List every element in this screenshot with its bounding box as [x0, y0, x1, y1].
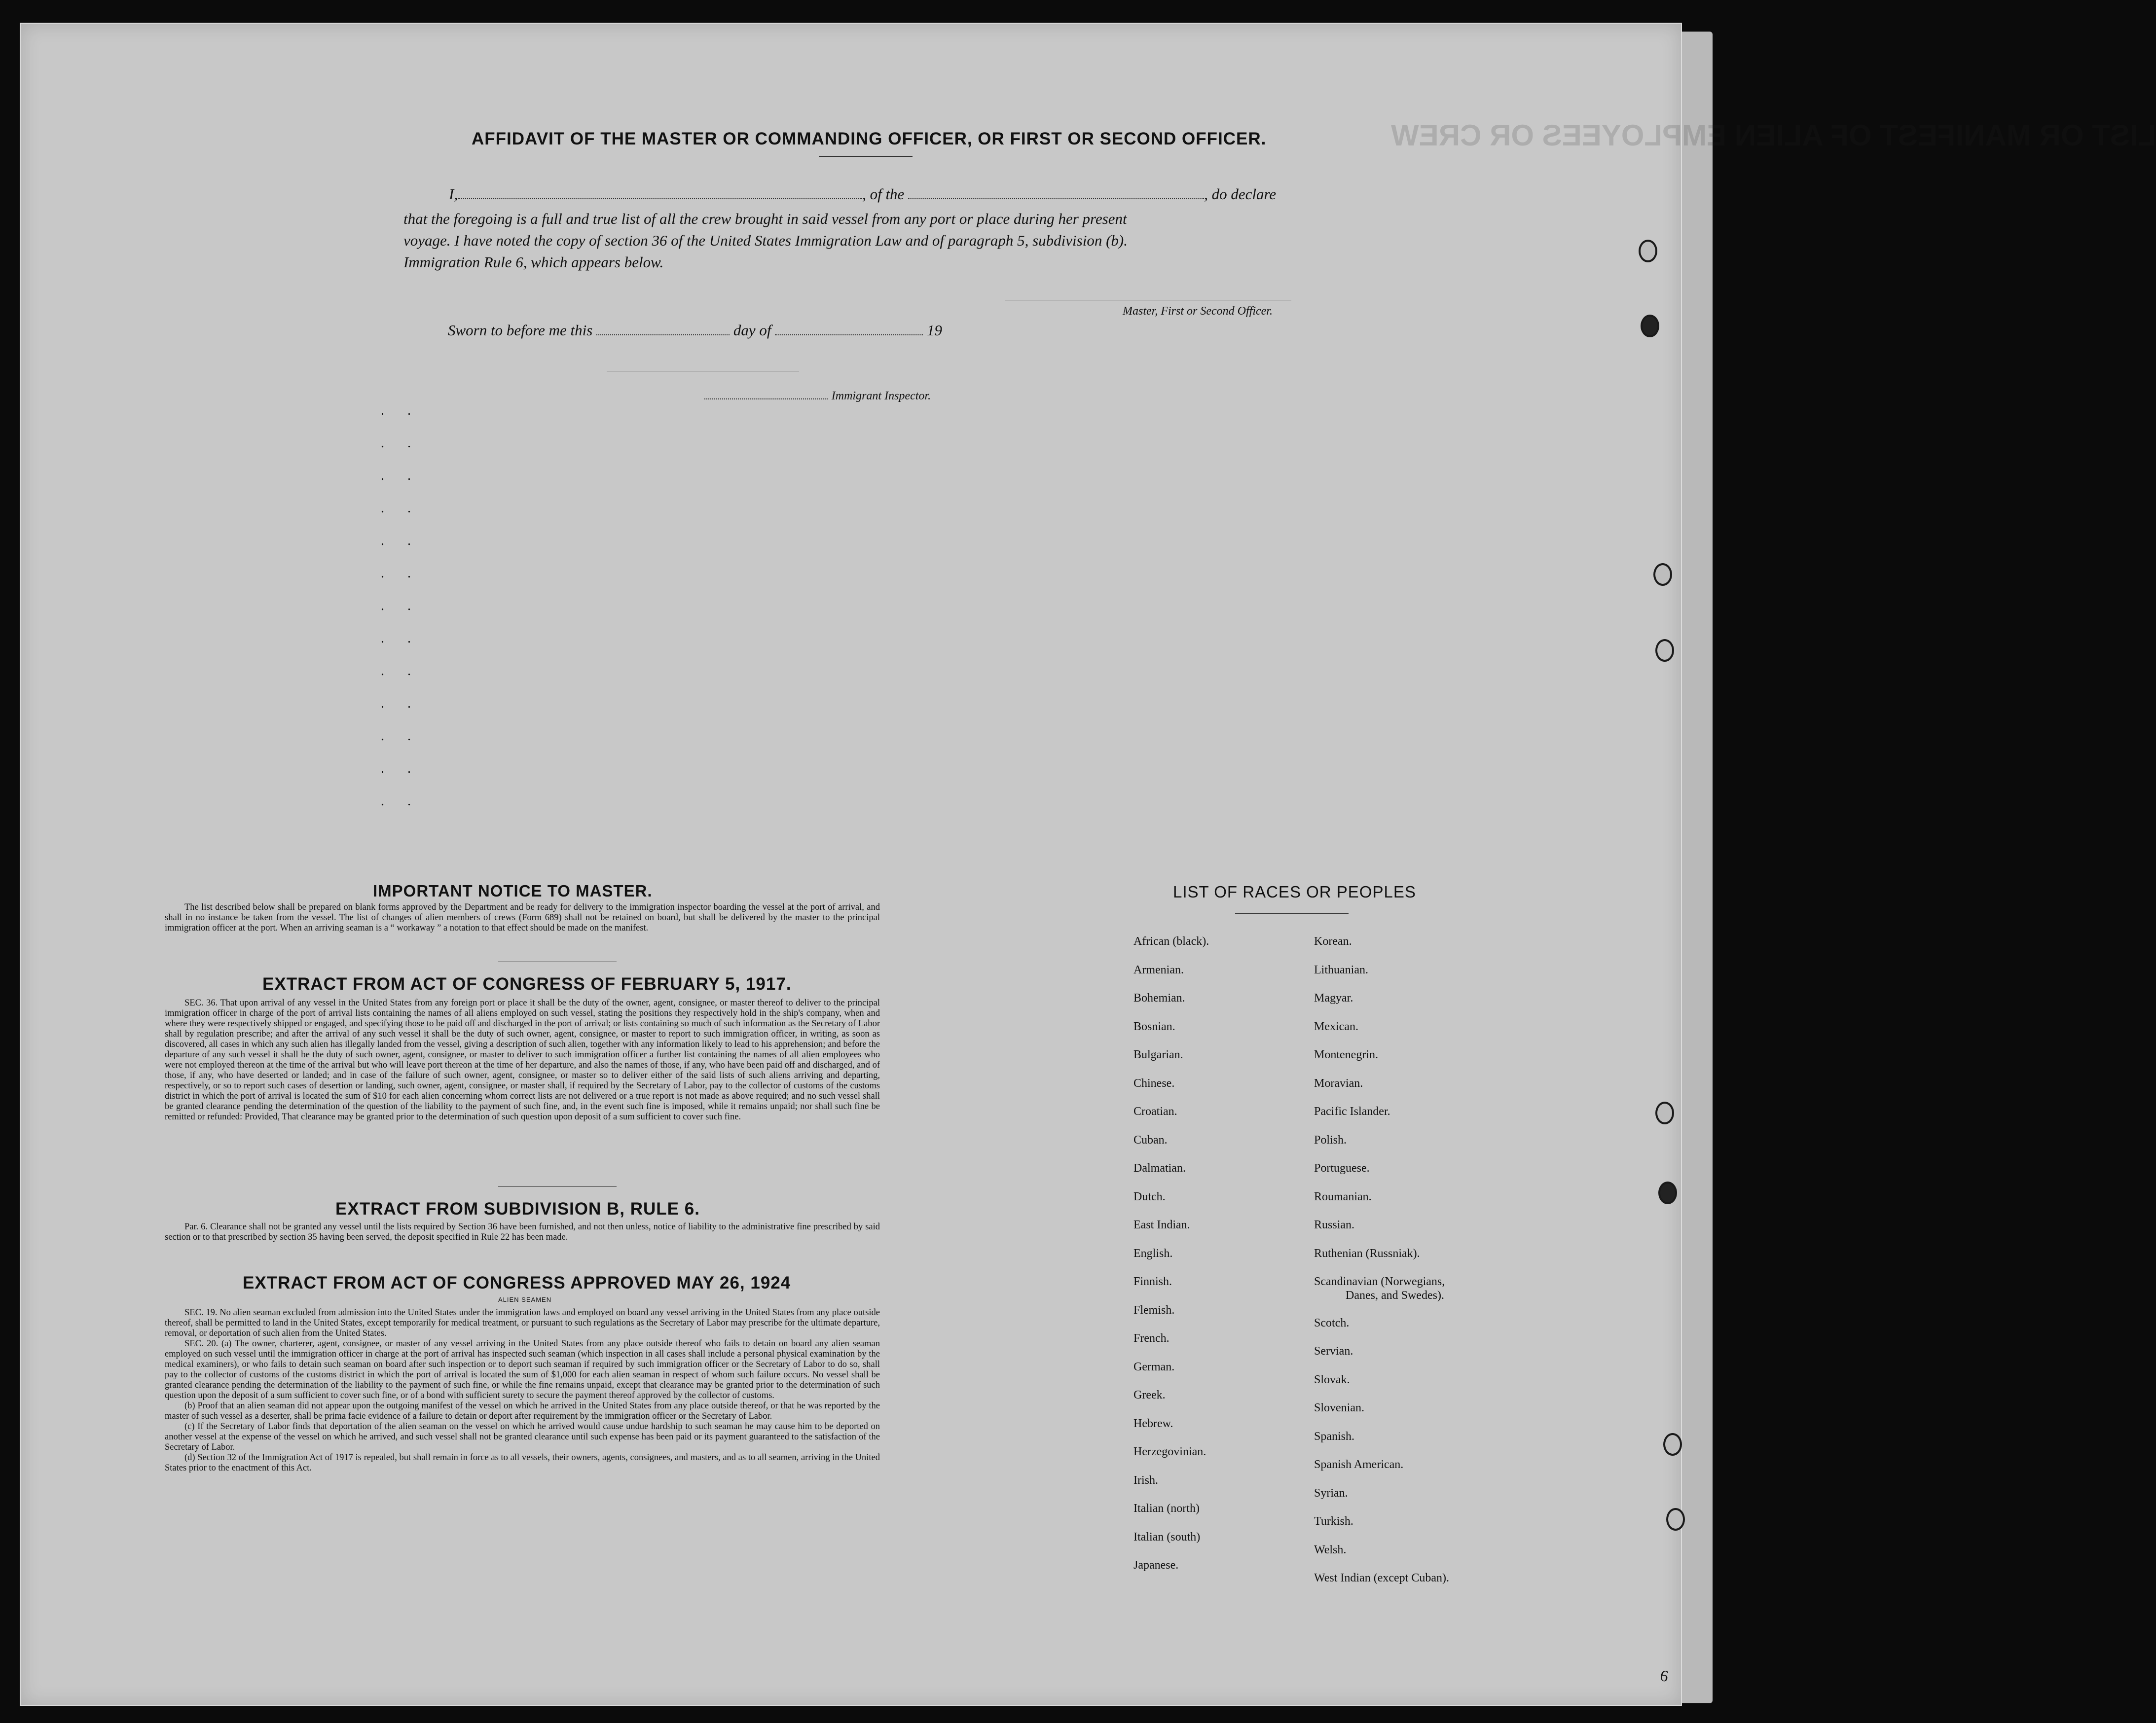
sworn-day-of: day of: [733, 322, 771, 339]
race-item: Dutch.: [1133, 1190, 1166, 1203]
race-item: Slovenian.: [1314, 1401, 1364, 1414]
race-item: English.: [1133, 1247, 1173, 1260]
race-item: Chinese.: [1133, 1077, 1175, 1090]
affidavit-line-4: Immigration Rule 6, which appears below.: [403, 253, 664, 271]
affidavit-of-the: , of the: [862, 185, 905, 203]
race-item: Pacific Islander.: [1314, 1105, 1390, 1118]
race-item: Polish.: [1314, 1133, 1347, 1147]
races-title: LIST OF RACES OR PEOPLES: [1173, 883, 1416, 901]
affidavit-line-3: voyage. I have noted the copy of section 36 of the United States Immigration Law and of paragraph 5, subdivision (b).: [403, 232, 1128, 249]
race-item: African (black).: [1133, 935, 1209, 948]
page-mark: 6: [1659, 1666, 1670, 1686]
binder-hole: [1655, 639, 1674, 662]
race-item: Lithuanian.: [1314, 963, 1368, 976]
race-item: Turkish.: [1314, 1515, 1353, 1528]
sworn-line: [448, 322, 942, 339]
binder-hole: [1655, 1102, 1674, 1124]
race-item: Herzegovinian.: [1133, 1445, 1206, 1458]
race-item: Mexican.: [1314, 1020, 1358, 1033]
binder-hole: [1663, 1433, 1682, 1456]
affidavit-declare: , do declare: [1204, 185, 1277, 203]
divider: [1235, 913, 1349, 914]
notice-body: [165, 902, 880, 933]
race-item: Armenian.: [1133, 963, 1184, 976]
race-item: Portuguese.: [1314, 1162, 1370, 1175]
affidavit-i: I,: [449, 185, 458, 203]
race-item: German.: [1133, 1360, 1175, 1373]
divider: [819, 156, 913, 157]
race-item: Magyar.: [1314, 992, 1353, 1005]
race-item: French.: [1133, 1332, 1169, 1345]
binder-hole: [1639, 240, 1657, 262]
alien-seamen-subtitle: ALIEN SEAMEN: [498, 1296, 552, 1303]
bleed-through-title: LIST OR MANIFEST OF ALIEN EMPLOYEES OR CREW: [1391, 119, 2156, 152]
race-item: Syrian.: [1314, 1486, 1348, 1500]
race-item: Moravian.: [1314, 1077, 1363, 1090]
officer-label: Master, First or Second Officer.: [1123, 305, 1273, 318]
affidavit-line-1: [449, 185, 1276, 203]
extract-rule6-title: EXTRACT FROM SUBDIVISION B, RULE 6.: [335, 1199, 700, 1219]
race-item: Irish.: [1133, 1473, 1158, 1487]
race-item: Greek.: [1133, 1389, 1166, 1401]
race-item: Roumanian.: [1314, 1190, 1372, 1203]
race-item: Italian (north): [1133, 1502, 1200, 1515]
inspector-signature-blank[interactable]: [704, 398, 828, 399]
section-20d-text: (d) Section 32 of the Immigration Act of 1917 is repealed, but shall remain in force as to all vessels, their owners, agents, consignees, and masters, and as to all seamen, arriving in the United States prior to the enactment of this Act.: [165, 1453, 880, 1473]
section-20a-text: SEC. 20. (a) The owner, charterer, agent, consignee, or master of any vessel arriving in the United States from any place outside thereof who fails to detain on board any alien seaman employed on such vessel until the immigration officer in charge at the port of arrival has inspected such seaman (which inspection in all cases shall include a personal physical examination by the medical examiners), or who fails to detain such seaman on board after such inspection or to deport such seaman if required by such immigration officer or the Secretary of Labor to do so, shall pay to the collector of customs of the customs district in which the port of arrival is located the sum of $1,000 for each alien seaman in respect of whom such failure occurs. No vessel shall be granted clearance pending the determination of the liability to the payment of such fine, or while the fine remains unpaid, except that clearance may be granted prior to the determination of such question upon the deposit of a sum sufficient to cover such fine, or of a bond with sufficient surety to secure the payment thereof approved by the collector of customs.: [165, 1339, 880, 1400]
race-item: Dalmatian.: [1133, 1162, 1186, 1175]
sworn-prefix: Sworn to before me this: [448, 322, 593, 339]
race-item: Bulgarian.: [1133, 1048, 1183, 1061]
race-item: Montenegrin.: [1314, 1048, 1378, 1061]
inspector-line: [704, 386, 931, 403]
extract-rule6-body: [165, 1222, 880, 1243]
affidavit-title: AFFIDAVIT OF THE MASTER OR COMMANDING OFFICER, OR FIRST OR SECOND OFFICER.: [472, 129, 1267, 148]
section-19-text: SEC. 19. No alien seaman excluded from admission into the United States under the immigration laws and employed on board any vessel arriving in the United States from any place outside thereof, shall be permitted to land in the United States, except temporarily for medical treatment, or pursuant to such regulations as the Secretary of Labor may prescribe for the ultimate departure, removal, or deportation of such alien from the United States.: [165, 1308, 880, 1338]
race-item: Servian.: [1314, 1345, 1353, 1358]
race-item: Italian (south): [1133, 1530, 1201, 1544]
race-item: Spanish.: [1314, 1430, 1355, 1443]
extract-1917-title: EXTRACT FROM ACT OF CONGRESS OF FEBRUARY 5, 1917.: [262, 974, 792, 994]
binder-hole: [1653, 563, 1672, 586]
race-item: Ruthenian (Russniak).: [1314, 1247, 1420, 1260]
race-item: Bohemian.: [1133, 992, 1185, 1005]
race-item: Korean.: [1314, 935, 1352, 948]
race-item: Scandinavian (Norwegians,: [1314, 1275, 1445, 1288]
race-item: Japanese.: [1133, 1559, 1179, 1572]
binder-hole: [1658, 1182, 1677, 1204]
race-item: Cuban.: [1133, 1133, 1168, 1147]
race-item: Spanish American.: [1314, 1458, 1404, 1471]
race-item: Bosnian.: [1133, 1020, 1175, 1033]
extract-1917-body: [165, 998, 880, 1122]
race-item: West Indian (except Cuban).: [1314, 1572, 1449, 1584]
binder-hole: [1666, 1508, 1685, 1531]
race-item: Hebrew.: [1133, 1417, 1173, 1430]
affidavit-line-2: that the foregoing is a full and true list of all the crew brought in said vessel from any port or place during her present: [403, 210, 1127, 227]
sworn-year: 19: [926, 322, 942, 339]
notice-paragraph: The list described below shall be prepared on blank forms approved by the Department and be ready for delivery to the immigration inspector boarding the vessel at the port of arrival, and shall in no instance be taken from the vessel. The list of changes of alien members of crews (Form 689) shall not be retained on board, but shall be delivered by the master to the principal immigration officer at the port. When an arriving seaman is a “ workaway ” a notation to that effect should be made on the manifest.: [165, 902, 880, 933]
name-blank[interactable]: [458, 198, 862, 199]
race-item: Croatian.: [1133, 1105, 1177, 1118]
race-item-continuation: Danes, and Swedes).: [1346, 1289, 1444, 1302]
race-item: Scotch.: [1314, 1316, 1350, 1329]
divider: [498, 1186, 617, 1187]
binder-hole: [1641, 315, 1659, 337]
race-item: Flemish.: [1133, 1303, 1175, 1317]
inspector-label: Immigrant Inspector.: [831, 390, 931, 402]
sworn-month-blank[interactable]: [775, 334, 923, 335]
sworn-date-blank[interactable]: [596, 334, 730, 335]
race-item: Finnish.: [1133, 1275, 1172, 1288]
row-marks: . . . . . . . . . . . . . . . . . . . . . . . . . .: [381, 403, 421, 809]
race-item: Welsh.: [1314, 1543, 1347, 1556]
race-item: East Indian.: [1133, 1219, 1190, 1231]
notice-title: IMPORTANT NOTICE TO MASTER.: [373, 882, 653, 900]
extract-1924-body: [165, 1308, 880, 1473]
section-20c-text: (c) If the Secretary of Labor finds that deportation of the alien seaman on the vessel on which he arrived would cause undue hardship to such seaman he may cause him to be deported on another vessel at the expense of the vessel on which he arrived, and such vessel shall not be granted clearance until such expense has been paid or its payment guaranteed to the satisfaction of the Secretary of Labor.: [165, 1422, 880, 1452]
extract-1924-title: EXTRACT FROM ACT OF CONGRESS APPROVED MAY 26, 1924: [243, 1273, 791, 1292]
race-item: Russian.: [1314, 1219, 1355, 1231]
vessel-blank[interactable]: [908, 198, 1204, 199]
race-item: Slovak.: [1314, 1373, 1350, 1386]
section-20b-text: (b) Proof that an alien seaman did not appear upon the outgoing manifest of the vessel on which he arrived in the United States from any place outside thereof, or that he was reported by the master of such vessel as a deserter, shall be prima facie evidence of a failure to detain or deport after requirement by the immigration officer or the Secretary of Labor.: [165, 1401, 880, 1421]
paragraph-6-text: Par. 6. Clearance shall not be granted any vessel until the lists required by Section 36 have been furnished, and not then unless, notice of liability to the administrative fine prescribed by said section or to that prescribed by section 35 having been served, the deposit specified in Rule 22 has been made.: [165, 1222, 880, 1242]
section-36-text: SEC. 36. That upon arrival of any vessel in the United States from any foreign port or place it shall be the duty of the owner, agent, consignee, or master thereof to deliver to the principal immigration officer in charge of the port of arrival lists containing the names of all aliens employed on such vessel, stating the positions they respectively hold in the ship's company, when and where they were respectively shipped or engaged, and specifying those to be paid off and discharged in the port of arrival; or lists containing so much of such information as the Secretary of Labor shall by regulation prescribe; and after the arrival of any such vessel it shall be the duty of such owner, agent, consignee, or master to report to such immigration officer, in writing, as soon as discovered, all cases in which any such alien has illegally landed from the vessel, giving a description of such alien, together with any information likely to lead to his apprehension; and before the departure of any such vessel it shall be the duty of such owner, agent, consignee, or master to deliver to such immigration officer a further list containing the names of all alien employees who were not employed thereon at the time of the arrival but who will leave port thereon at the time of her departure, and also the names of those, if any, who have been paid off and discharged, and of those, if any, who have deserted or landed; and in case of the failure of such owner, agent, consignee, or master so to deliver either of the said lists of such aliens arriving and departing, respectively, or so to report such cases of desertion or landing, such owner, agent, consignee, or master shall, if required by the Secretary of Labor, pay to the collector of customs of the customs district in which the port of arrival is located the sum of $10 for each alien concerning whom correct lists are not delivered or a true report is not made as above required; and no such vessel shall be granted clearance pending the determination of the question of the liability to the payment of such fine, and, in the event such fine is imposed, while it remains unpaid; nor shall such fine be remitted or refunded: Provided, That clearance may be granted prior to the determination of such question upon deposit of a sum sufficient to cover such fine.: [165, 998, 880, 1122]
